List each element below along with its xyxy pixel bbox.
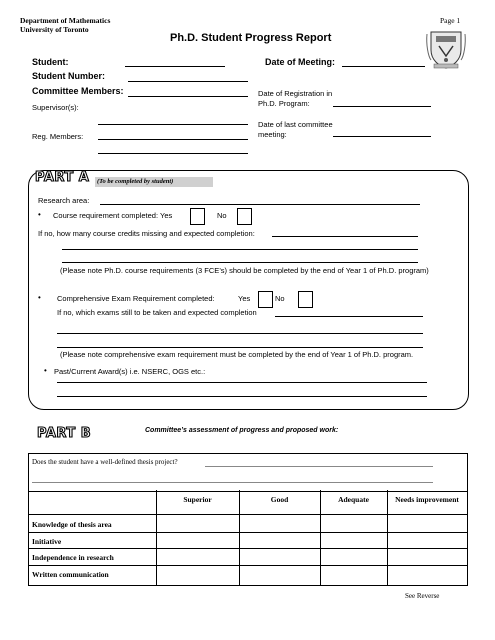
awards-field-1[interactable]: [57, 382, 427, 383]
courses-field-2[interactable]: [62, 249, 418, 250]
exams-field-3[interactable]: [57, 347, 423, 348]
date-last-meeting-label: Date of last committee meeting:: [258, 120, 333, 139]
courses-note: (Please note Ph.D. course requirements (3 FCE’s) should be completed by the end of Year 1 of Ph.D. program): [60, 266, 429, 275]
bullet-exam: •: [38, 293, 41, 302]
exams-field-1[interactable]: [275, 316, 423, 317]
exam-yes-label: Yes: [238, 294, 251, 303]
comp-exam-label: Comprehensive Exam Requirement completed:: [57, 294, 215, 303]
table-row-line: [28, 532, 467, 533]
research-area-field[interactable]: [100, 204, 420, 205]
reg-members-field-2[interactable]: [98, 153, 248, 154]
part-b-subtitle: Committee’s assessment of progress and proposed work:: [145, 427, 339, 434]
courses-field-1[interactable]: [272, 236, 418, 237]
exam-note: (Please note comprehensive exam requirement must be completed by the end of Year 1 of Ph.D. program.: [60, 350, 414, 359]
date-registration-field[interactable]: [333, 106, 431, 107]
exam-no-label: No: [275, 294, 285, 303]
bullet-awards: •: [44, 366, 47, 375]
table-col-line: [320, 490, 321, 586]
date-of-meeting-label: Date of Meeting:: [265, 57, 336, 67]
committee-members-label: Committee Members:: [32, 86, 124, 96]
university-crest-logo: [425, 26, 467, 70]
course-no-label: No: [217, 211, 227, 220]
column-header: Good: [270, 495, 289, 504]
supervisors-field-1[interactable]: [98, 124, 248, 125]
exams-field-2[interactable]: [57, 333, 423, 334]
student-number-field[interactable]: [128, 81, 248, 82]
column-header: Superior: [183, 495, 212, 504]
exam-no-checkbox[interactable]: [298, 291, 313, 308]
university-name: University of Toronto: [20, 25, 89, 34]
table-col-line: [239, 490, 240, 586]
reg-members-field-1[interactable]: [98, 139, 248, 140]
date-registration-label: Date of Registration in Ph.D. Program:: [258, 89, 333, 108]
table-row-line: [28, 565, 467, 566]
supervisors-label: Supervisor(s):: [32, 103, 79, 112]
part-a-heading: PART A: [35, 170, 90, 185]
course-requirement-label: Course requirement completed: Yes: [53, 211, 173, 220]
student-number-label: Student Number:: [32, 71, 105, 81]
committee-members-field[interactable]: [128, 96, 248, 97]
part-b-heading: PART B: [37, 426, 92, 441]
date-last-meeting-field[interactable]: [333, 136, 431, 137]
research-area-label: Research area:: [38, 196, 90, 205]
table-col-line: [387, 490, 388, 586]
courses-field-3[interactable]: [62, 262, 418, 263]
student-field[interactable]: [125, 66, 225, 67]
thesis-answer-field-2[interactable]: [32, 482, 433, 483]
part-a-note: (To be completed by student): [95, 177, 213, 187]
course-no-checkbox[interactable]: [237, 208, 252, 225]
page-title: Ph.D. Student Progress Report: [170, 32, 332, 44]
row-label: Initiative: [32, 537, 62, 546]
exam-yes-checkbox[interactable]: [258, 291, 273, 308]
see-reverse-note: See Reverse: [405, 592, 440, 600]
column-header: Needs improvement: [395, 495, 459, 504]
table-row-line: [28, 548, 467, 549]
awards-label: Past/Current Award(s) i.e. NSERC, OGS etc.:: [54, 367, 206, 376]
table-row-line: [28, 514, 467, 515]
student-label: Student:: [32, 57, 69, 67]
thesis-answer-field-1[interactable]: [205, 466, 433, 467]
bullet-course: •: [38, 210, 41, 219]
row-label: Written communication: [32, 570, 109, 579]
row-label: Independence in research: [32, 553, 114, 562]
department-name: Department of Mathematics: [20, 16, 111, 25]
column-header: Adequate: [338, 495, 369, 504]
thesis-question-label: Does the student have a well-defined thesis project?: [32, 458, 178, 466]
if-no-courses-label: If no, how many course credits missing and expected completion:: [38, 229, 255, 238]
row-label: Knowledge of thesis area: [32, 520, 112, 529]
table-col-line: [156, 490, 157, 586]
if-no-exams-label: If no, which exams still to be taken and expected completion: [57, 308, 257, 317]
awards-field-2[interactable]: [57, 396, 427, 397]
reg-members-label: Reg. Members:: [32, 132, 84, 141]
date-of-meeting-field[interactable]: [342, 66, 425, 67]
page-number: Page 1: [440, 16, 461, 25]
course-yes-checkbox[interactable]: [190, 208, 205, 225]
